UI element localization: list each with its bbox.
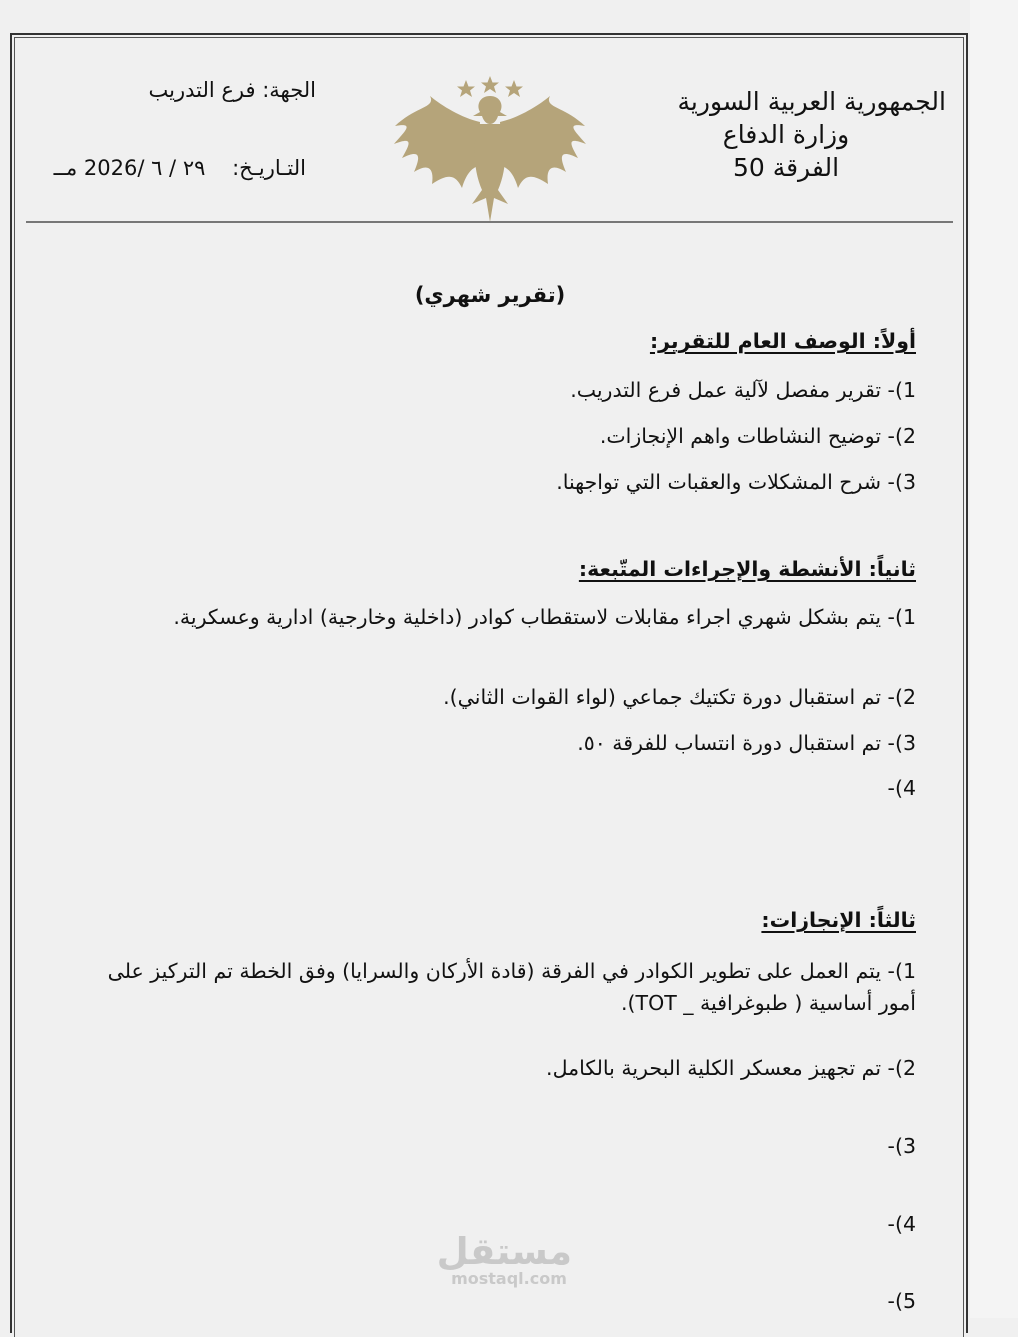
date-label: التـاريـخ: <box>232 156 306 180</box>
date-line <box>54 156 306 180</box>
authority-block <box>626 85 946 184</box>
date-value: ٢٩ / ٦ /2026 مــ <box>53 156 206 180</box>
watermark-arabic: مستقل <box>436 1230 572 1273</box>
section2-item: 3)- تم استقبال دورة انتساب للفرقة ٥٠. <box>577 731 916 755</box>
watermark-latin: mostaql.com <box>451 1269 567 1288</box>
report-title: (تقرير شهري) <box>414 283 566 307</box>
department-label: الجهة: فرع التدريب <box>148 78 316 102</box>
header-divider <box>26 221 953 223</box>
page-edge <box>970 0 1018 1318</box>
section3-item: 4)- <box>887 1212 916 1236</box>
section1-item: 1)- تقرير مفصل لآلية عمل فرع التدريب. <box>570 378 916 402</box>
section2-item: 1)- يتم بشكل شهري اجراء مقابلات لاستقطاب كوادر (داخلية وخارجية) ادارية وعسكرية. <box>173 605 916 629</box>
section2-item: 4)- <box>887 776 916 800</box>
division-name: الفرقة 50 <box>732 153 840 182</box>
section2-heading: ثانياً: الأنشطة والإجراءات المتّبعة: <box>578 557 916 581</box>
section3-item: 1)- يتم العمل على تطوير الكوادر في الفرقة (قادة الأركان والسرايا) وفق الخطة تم التركيز على أمور أساسية ( طبوغرافية _ TOT). <box>107 959 916 1015</box>
section1-heading: أولاً: الوصف العام للتقرير: <box>649 329 916 353</box>
section3-heading: ثالثاً: الإنجازات: <box>761 908 916 932</box>
section3-item: 2)- تم تجهيز معسكر الكلية البحرية بالكامل. <box>546 1056 916 1080</box>
ministry-name: وزارة الدفاع <box>722 120 850 149</box>
eagle-emblem-icon <box>392 76 588 222</box>
country-name: الجمهورية العربية السورية <box>677 87 946 116</box>
section3-item: 5)- <box>887 1289 916 1313</box>
watermark <box>436 1230 572 1288</box>
section2-item: 2)- تم استقبال دورة تكتيك جماعي (لواء القوات الثاني). <box>443 685 916 709</box>
section3-item: 3)- <box>887 1134 916 1158</box>
section1-item: 2)- توضيح النشاطات واهم الإنجازات. <box>599 424 916 448</box>
section1-item: 3)- شرح المشكلات والعقبات التي تواجهنا. <box>556 470 916 494</box>
